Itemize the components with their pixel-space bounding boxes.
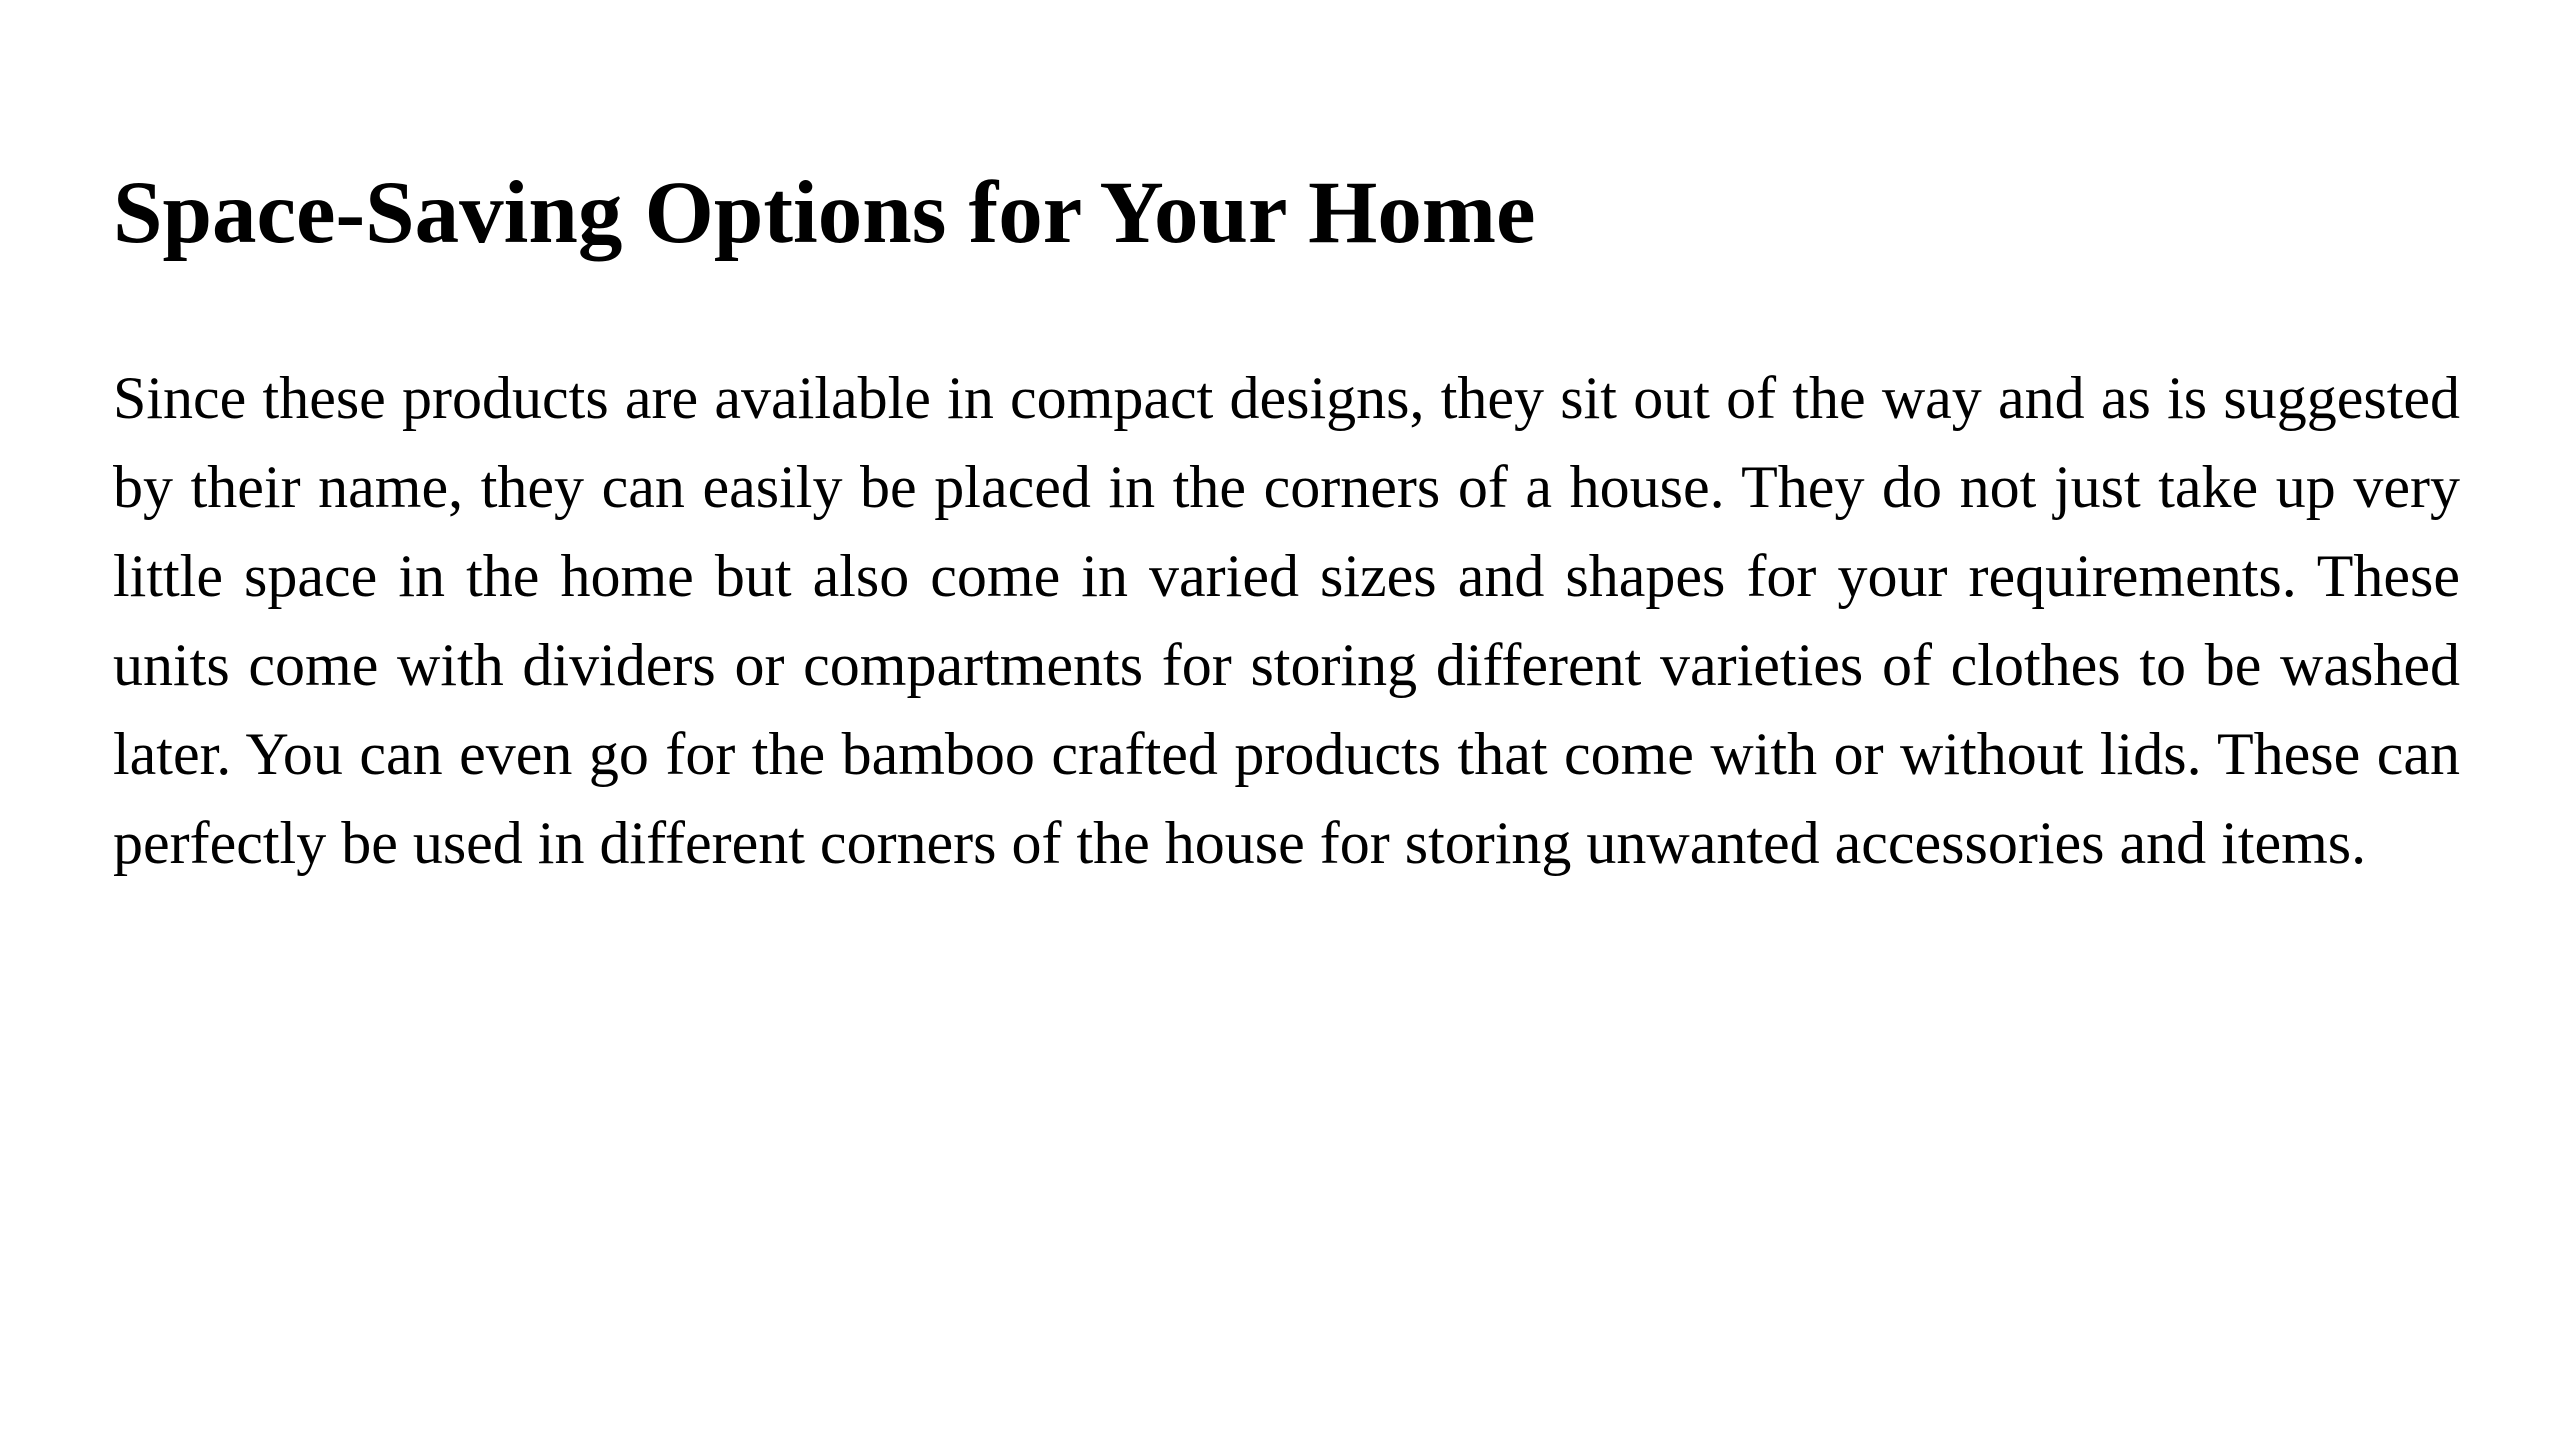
page-title: Space-Saving Options for Your Home	[113, 164, 1536, 262]
body-paragraph: Since these products are available in compact designs, they sit out of the way and as is suggested by their name, they can easily be placed in the corners of a house. They do not just take up very little space in the home but also come in varied sizes and shapes for your requirements. These units come with dividers or compartments for storing different varieties of clothes to be washed later. You can even go for the bamboo crafted products that come with or without lids. These can perfectly be used in different corners of the house for storing unwanted accessories and items.	[113, 365, 2460, 876]
